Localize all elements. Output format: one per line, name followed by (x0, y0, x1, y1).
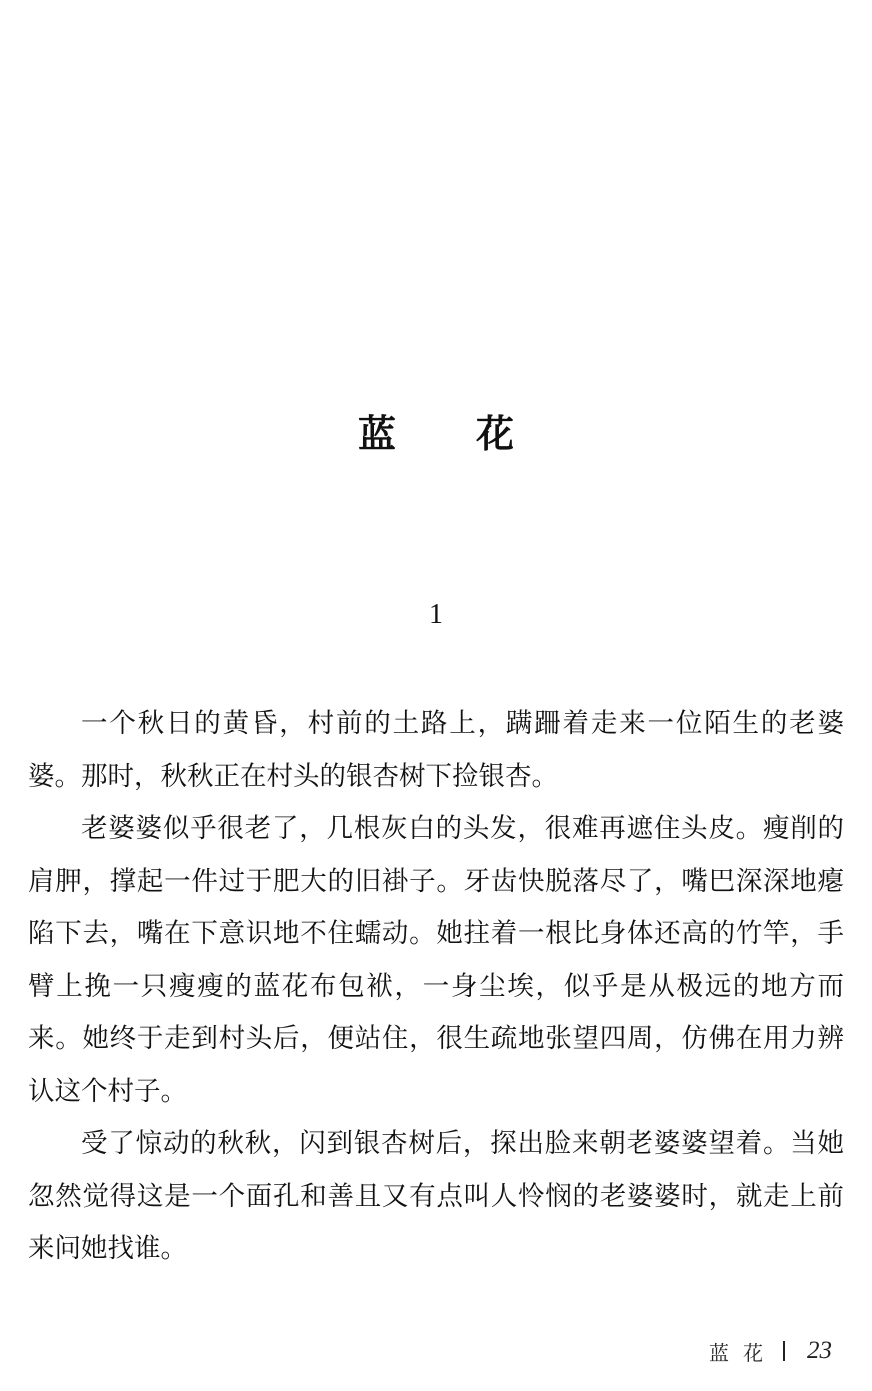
running-title: 蓝花 (709, 1340, 777, 1365)
chapter-title-char: 花 (476, 412, 515, 457)
paragraph: 老婆婆似乎很老了，几根灰白的头发，很难再遮住头皮。瘦削的肩胛，撑起一件过于肥大的旧褂子。牙齿快脱落尽了，嘴巴深深地瘪陷下去，嘴在下意识地不住蠕动。她拄着一根比身体还高的竹竿，手臂上挽一只瘦瘦的蓝花布包袱，一身尘埃，似乎是从极远的地方而来。她终于走到村头后，便站住，很生疏地张望四周，仿佛在用力辨认这个村子。 (28, 813, 844, 1107)
footer-divider (783, 1341, 785, 1361)
section-number: 1 (429, 599, 443, 630)
chapter-title (0, 409, 872, 459)
page-number: 23 (807, 1337, 832, 1364)
body-text (28, 698, 844, 1276)
running-footer (709, 1334, 832, 1368)
paragraph: 受了惊动的秋秋，闪到银杏树后，探出脸来朝老婆婆望着。当她忽然觉得这是一个面孔和善且又有点叫人怜悯的老婆婆时，就走上前来问她找谁。 (28, 1128, 844, 1264)
paragraph: 一个秋日的黄昏，村前的土路上，蹒跚着走来一位陌生的老婆婆。那时，秋秋正在村头的银杏树下捡银杏。 (28, 708, 844, 792)
chapter-title-char: 蓝 (357, 412, 396, 457)
